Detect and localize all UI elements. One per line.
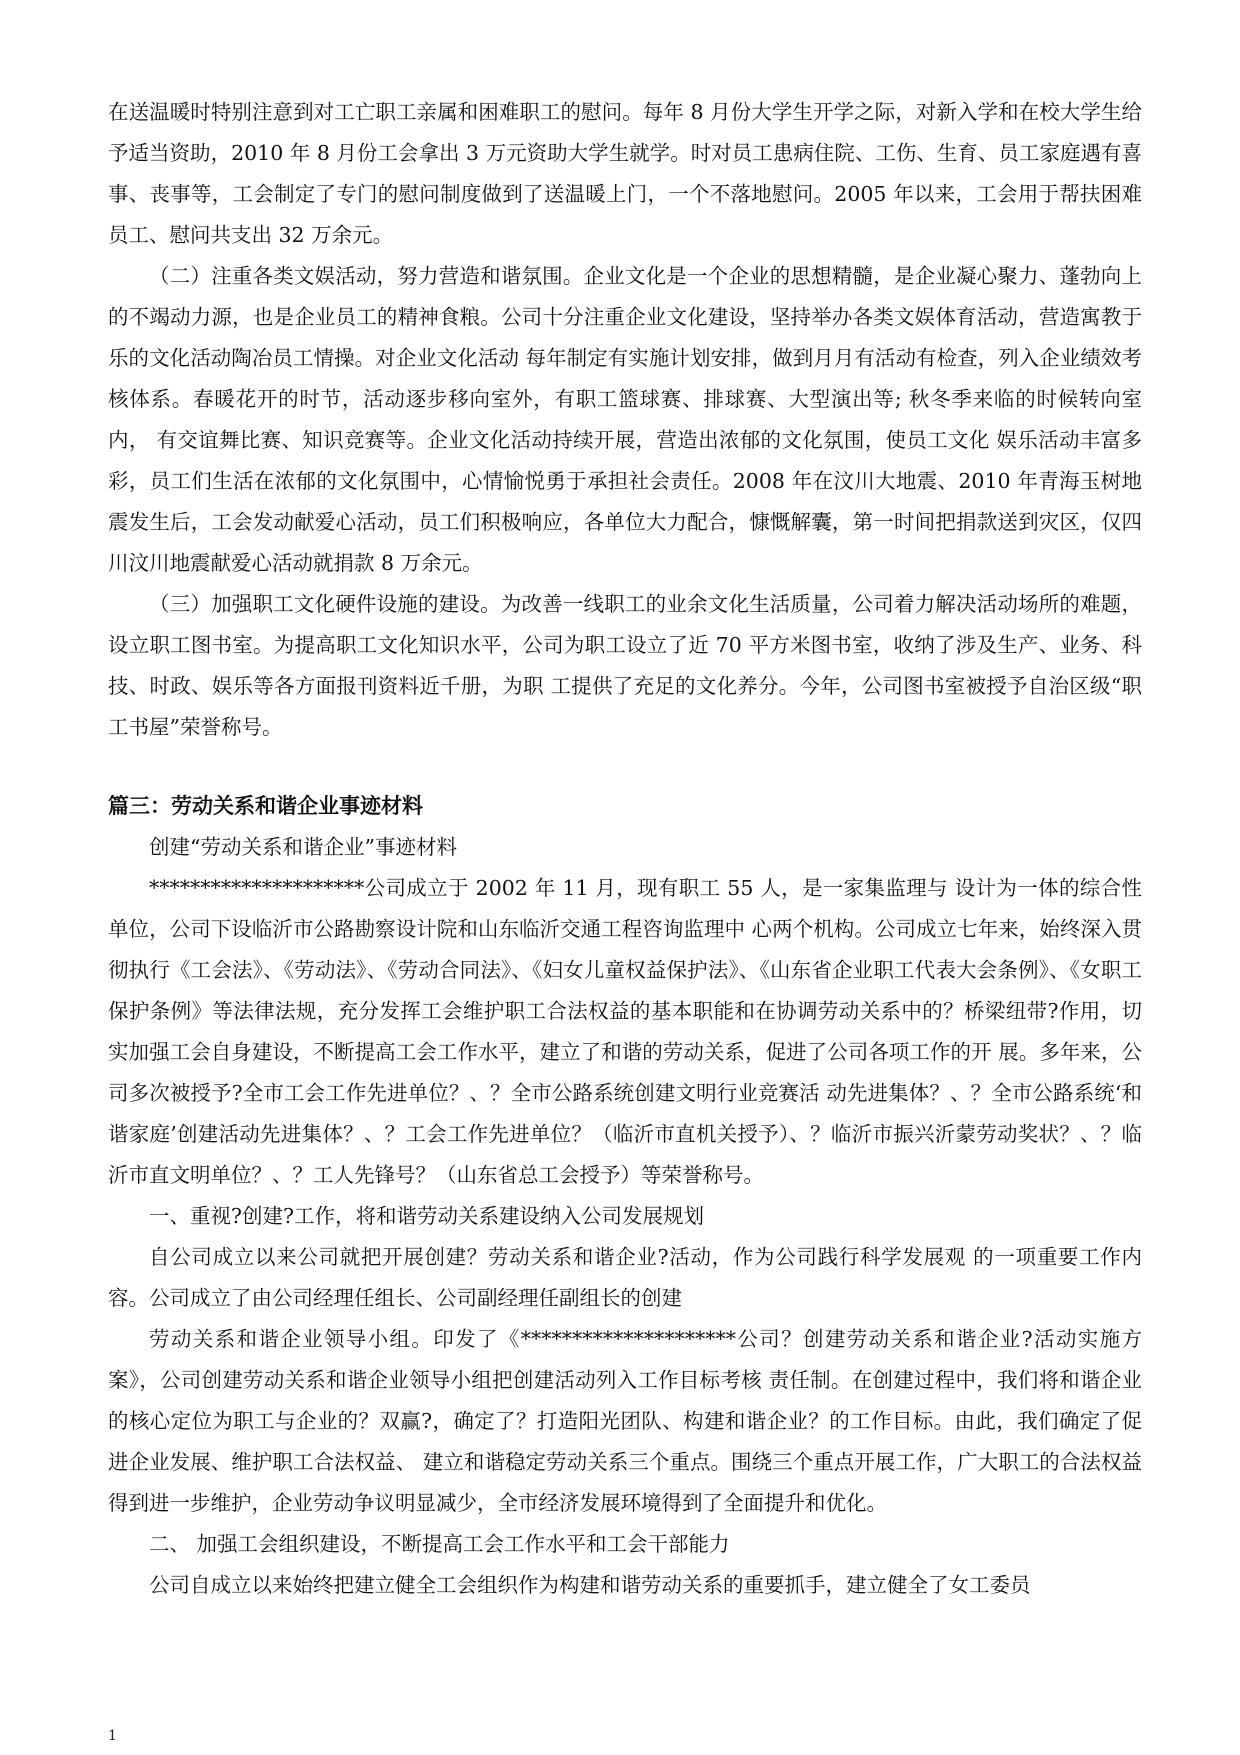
subheading-two: 二、 加强工会组织建设，不断提高工会工作水平和工会干部能力 [149, 1532, 730, 1556]
page-number: 1 [108, 1728, 117, 1744]
paragraph-leadership-group: 劳动关系和谐企业领导小组。印发了《*********************公司？创建劳动关系和谐企业?活动实施方案》，公司创建劳动关系和谐企业领导小组把创建活动列入工作目标考核 责任制。在创建过程中，我们将和谐企业的核心定位为职工与企业的？双赢?，确定了？打造阳光团队、构建和谐企业？的工作目标。由此，我们确定了促进企业发展、维护职工合法权益、 建立和谐稳定劳动关系三个重点。围绕三个重点开展工作，广大职工的合法权益得到进一步维护，企业劳动争议明显减少，全市经济发展环境得到了全面提升和优化。 [108, 1327, 1142, 1515]
paragraph-union-organization: 公司自成立以来始终把建立健全工会组织作为构建和谐劳动关系的重要抓手，建立健全了女工委员 [149, 1573, 1031, 1597]
paragraph-company-intro: *********************公司成立于 2002 年 11 月，现有职工 55 人，是一家集监理与 设计为一体的综合性单位，公司下设临沂市公路勘察设计院和山东临沂交通工程咨询监理中 心两个机构。公司成立七年来，始终深入贯彻执行《工会法》、《劳动法》、《劳动合同法》、《妇女儿童权益保护法》、《山东省企业职工代表大会条例》、《女职工保护条例》等法律法规，充分发挥工会维护职工合法权益的基本职能和在协调劳动关系中的？桥梁纽带?作用，切实加强工会自身建设，不断提高工会工作水平，建立了和谐的劳动关系，促进了公司各项工作的开 展。多年来，公司多次被授予?全市工会工作先进单位？、？全市公路系统创建文明行业竞赛活 动先进集体？、？全市公路系统‘和谐家庭’创建活动先进集体？、？工会工作先进单位？（临沂市直机关授予）、？临沂市振兴沂蒙劳动奖状？、？临沂市直文明单位？、？工人先锋号？（山东省总工会授予）等荣誉称号。 [108, 876, 1142, 1187]
paragraph-condolence: 在送温暖时特别注意到对工亡职工亲属和困难职工的慰问。每年 8 月份大学生开学之际，对新入学和在校大学生给予适当资助，2010 年 8 月份工会拿出 3 万元资助大学生就学。时对员工患病住院、工伤、生育、员工家庭遇有喜事、丧事等，工会制定了专门的慰问制度做到了送温暖上门，一个不落地慰问。2005 年以来，工会用于帮扶困难员工、慰问共支出 32 万余元。 [108, 100, 1142, 247]
paragraph-planning: 自公司成立以来公司就把开展创建？劳动关系和谐企业?活动，作为公司践行科学发展观 的一项重要工作内容。公司成立了由公司经理任组长、公司副经理任副组长的创建 [108, 1245, 1142, 1310]
document-body [108, 92, 1142, 1606]
paragraph-culture-activities: （二）注重各类文娱活动，努力营造和谐氛围。企业文化是一个企业的思想精髓，是企业凝心聚力、蓬勃向上的不竭动力源，也是企业员工的精神食粮。公司十分注重企业文化建设，坚持举办各类文娱体育活动，营造寓教于乐的文化活动陶冶员工情操。对企业文化活动 每年制定有实施计划安排，做到月月有活动有检查，列入企业绩效考核体系。春暖花开的时节，活动逐步移向室外，有职工篮球赛、排球赛、大型演出等; 秋冬季来临的时候转向室内， 有交谊舞比赛、知识竞赛等。企业文化活动持续开展，营造出浓郁的文化氛围，使员工文化 娱乐活动丰富多彩，员工们生活在浓郁的文化氛围中，心情愉悦勇于承担社会责任。2008 年在汶川大地震、2010 年青海玉树地震发生后，工会发动献爱心活动，员工们积极响应，各单位大力配合，慷慨解囊，第一时间把捐款送到灾区，仅四川汶川地震献爱心活动就捐款 8 万余元。 [108, 264, 1142, 575]
subheading-one: 一、重视?创建?工作，将和谐劳动关系建设纳入公司发展规划 [149, 1204, 704, 1228]
document-subtitle: 创建“劳动关系和谐企业”事迹材料 [149, 835, 457, 859]
section-heading: 篇三：劳动关系和谐企业事迹材料 [108, 794, 423, 818]
paragraph-library: （三）加强职工文化硬件设施的建设。为改善一线职工的业余文化生活质量，公司着力解决活动场所的难题，设立职工图书室。为提高职工文化知识水平，公司为职工设立了近 70 平方米图书室，收纳了涉及生产、业务、科技、时政、娱乐等各方面报刊资料近千册，为职 工提供了充足的文化养分。今年，公司图书室被授予自治区级“职工书屋”荣誉称号。 [108, 592, 1142, 739]
